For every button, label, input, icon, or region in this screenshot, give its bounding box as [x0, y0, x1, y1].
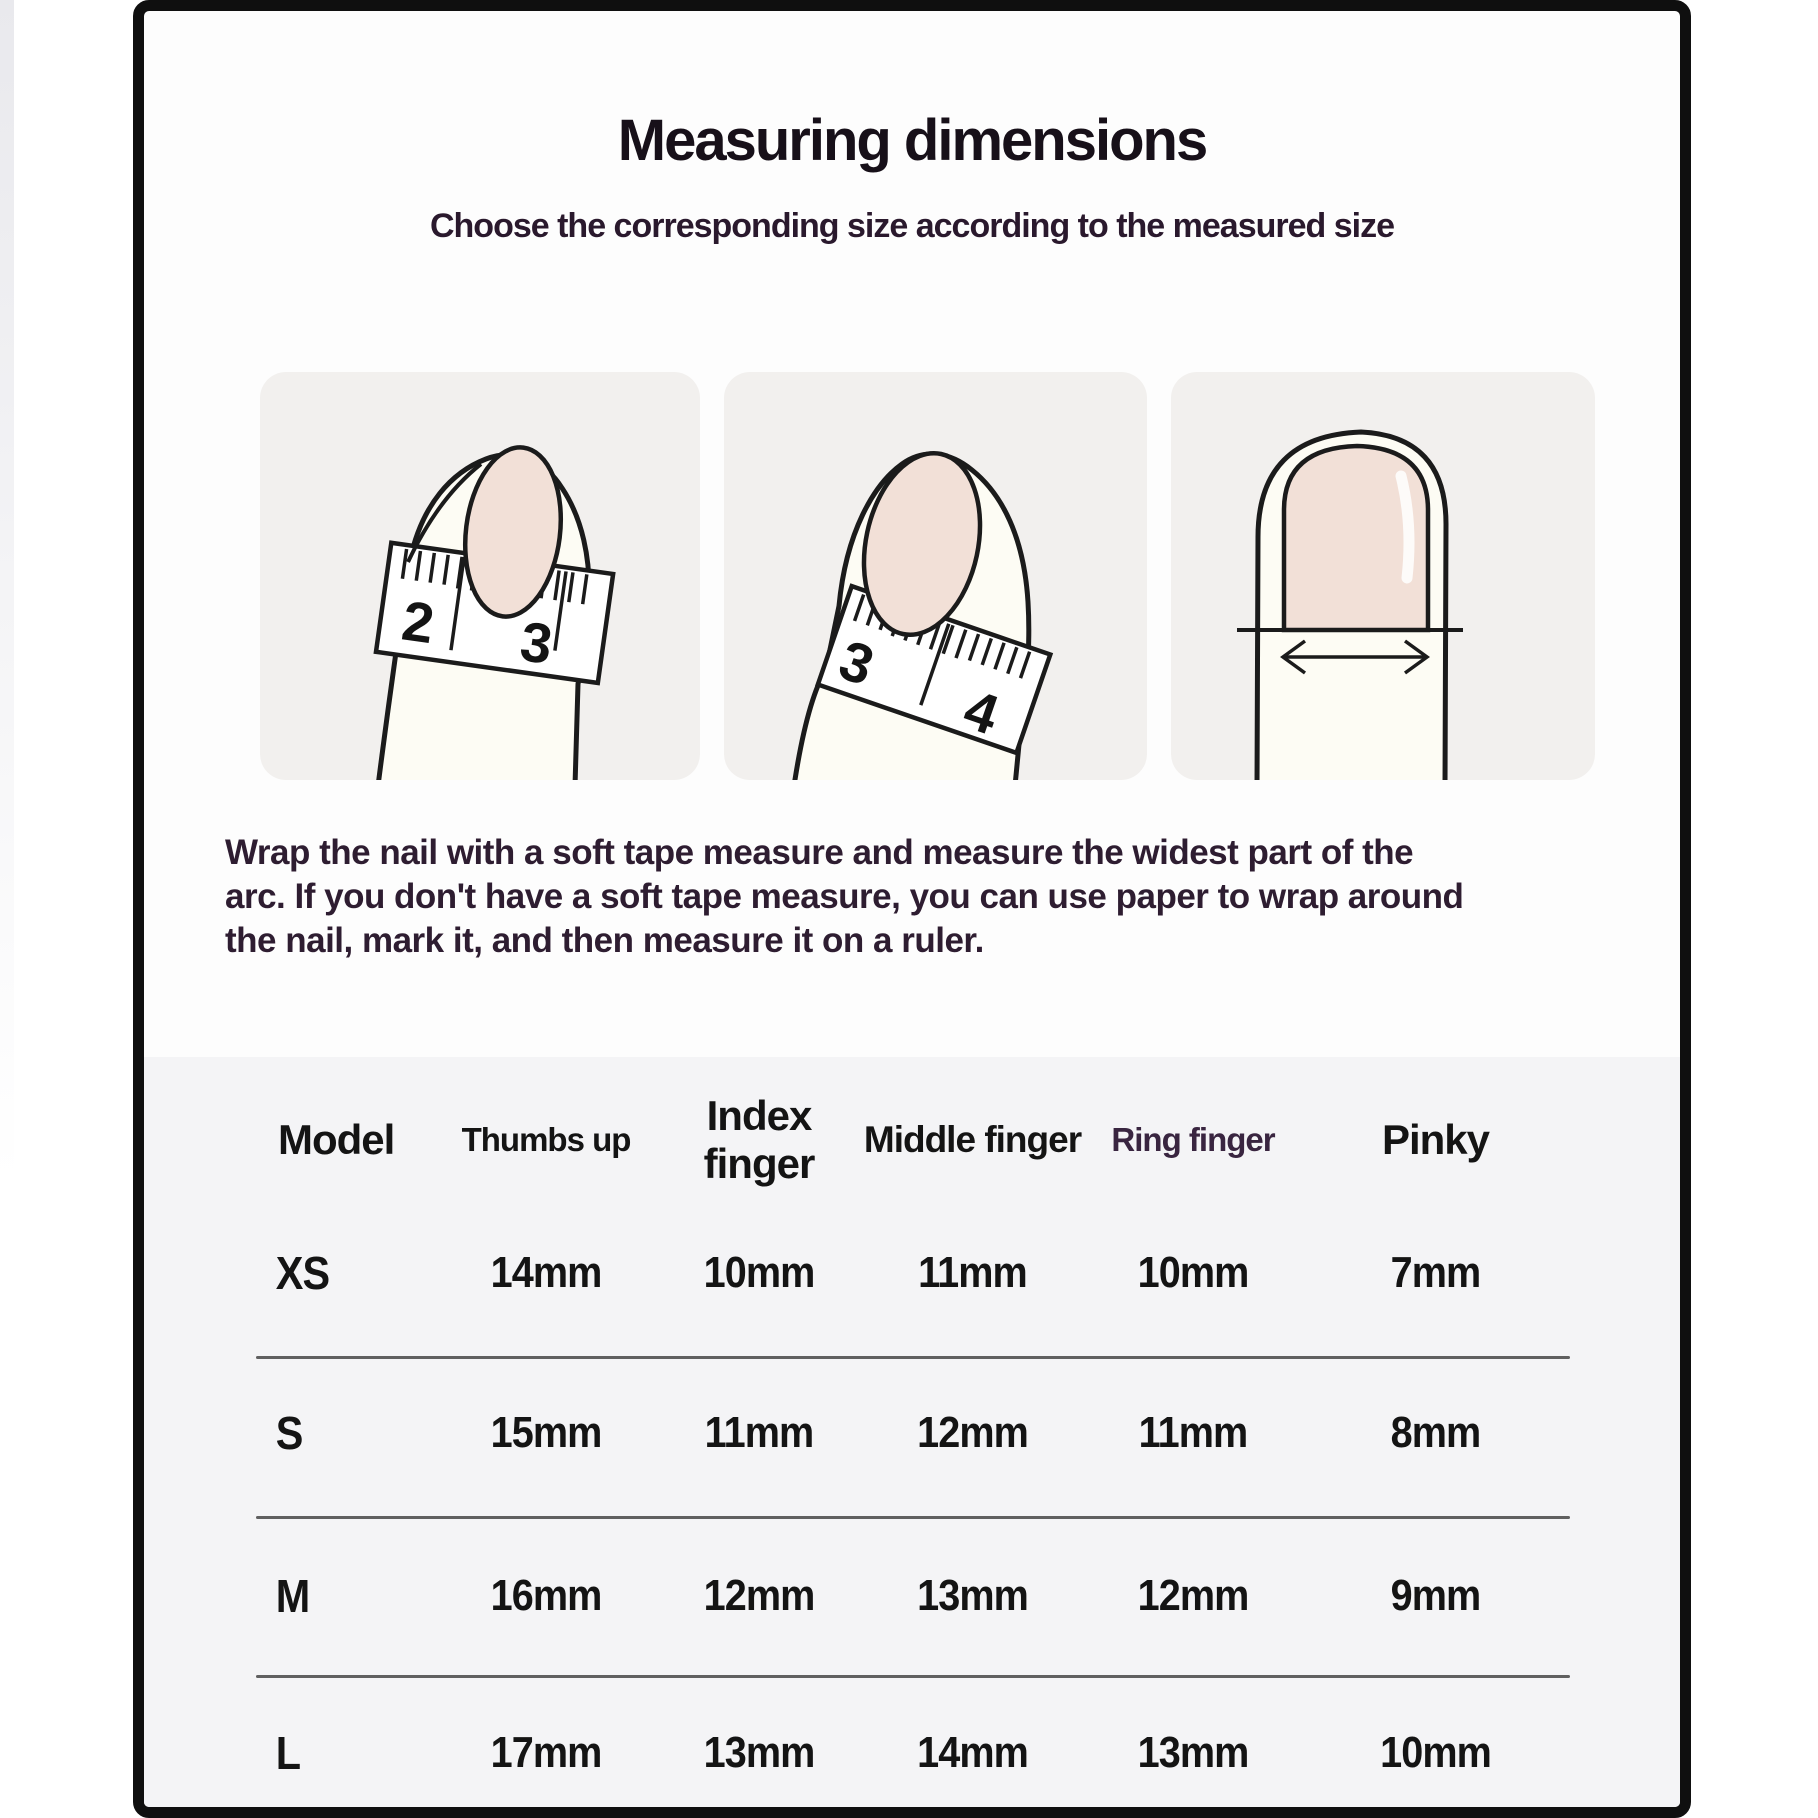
cell-value: 13mm [703, 1728, 815, 1777]
row-label: XS [275, 1247, 330, 1299]
row-divider [256, 1356, 1570, 1359]
illustration-panel-wrap-tape [260, 372, 700, 780]
cell-value: 14mm [917, 1728, 1028, 1777]
table-row-m [256, 1566, 1568, 1626]
nail-width-illustration [1171, 372, 1595, 780]
cell-value: 16mm [490, 1571, 602, 1620]
cell-value: 9mm [1390, 1571, 1481, 1620]
row-label: L [275, 1727, 301, 1779]
row-divider [256, 1675, 1570, 1678]
instructions-line: arc. If you don't have a soft tape measure, you can use paper to wrap around [225, 877, 1464, 916]
finger-tape-illustration-2 [724, 372, 1147, 780]
photo-frame [133, 0, 1691, 1818]
instructions-line: Wrap the nail with a soft tape measure and measure the widest part of the [225, 833, 1414, 872]
column-header-pinky: Pinky [1381, 1116, 1490, 1163]
cell-value: 10mm [1380, 1728, 1491, 1777]
cell-value: 11mm [918, 1248, 1027, 1297]
illustration-panel-nail-width [1171, 372, 1595, 780]
instructions-text [225, 831, 1463, 963]
cell-value: 10mm [703, 1248, 815, 1297]
measurement-illustrations [260, 372, 1595, 780]
tape-number: 2 [398, 588, 438, 656]
table-row-s [256, 1403, 1568, 1463]
column-header-middle: Middle finger [863, 1119, 1082, 1160]
cell-value: 12mm [1137, 1571, 1249, 1620]
cell-value: 12mm [917, 1408, 1028, 1457]
table-row-l [256, 1723, 1568, 1783]
column-header-model: Model [278, 1116, 395, 1163]
size-table-section [144, 1057, 1680, 1807]
page-subtitle: Choose the corresponding size according to the measured size [429, 207, 1394, 245]
left-edge-shading [0, 0, 14, 1818]
cell-value: 11mm [704, 1408, 814, 1457]
tape-number: 4 [956, 676, 1007, 747]
cell-value: 12mm [703, 1571, 815, 1620]
table-row-xs [256, 1243, 1568, 1303]
finger-tape-illustration-1 [260, 372, 700, 780]
cell-value: 11mm [1138, 1408, 1248, 1457]
cell-value: 8mm [1390, 1408, 1481, 1457]
cell-value: 7mm [1390, 1248, 1481, 1297]
illustration-panel-read-tape [724, 372, 1147, 780]
tape-number: 3 [516, 609, 557, 676]
column-header-index: Index finger [703, 1092, 815, 1187]
cell-value: 14mm [490, 1248, 602, 1297]
cell-value: 17mm [490, 1728, 602, 1777]
row-label: M [275, 1570, 310, 1622]
size-table-header [256, 1092, 1568, 1187]
cell-value: 13mm [917, 1571, 1028, 1620]
column-header-thumb: Thumbs up [461, 1121, 631, 1158]
cell-value: 10mm [1137, 1248, 1249, 1297]
column-header-ring: Ring finger [1111, 1121, 1275, 1158]
row-divider [256, 1516, 1570, 1519]
cell-value: 13mm [1137, 1728, 1249, 1777]
cell-value: 15mm [490, 1408, 602, 1457]
page-title: Measuring dimensions [617, 108, 1207, 173]
tape-number: 3 [831, 627, 882, 698]
row-label: S [275, 1407, 303, 1459]
instructions-line: the nail, mark it, and then measure it on a ruler. [225, 921, 984, 960]
